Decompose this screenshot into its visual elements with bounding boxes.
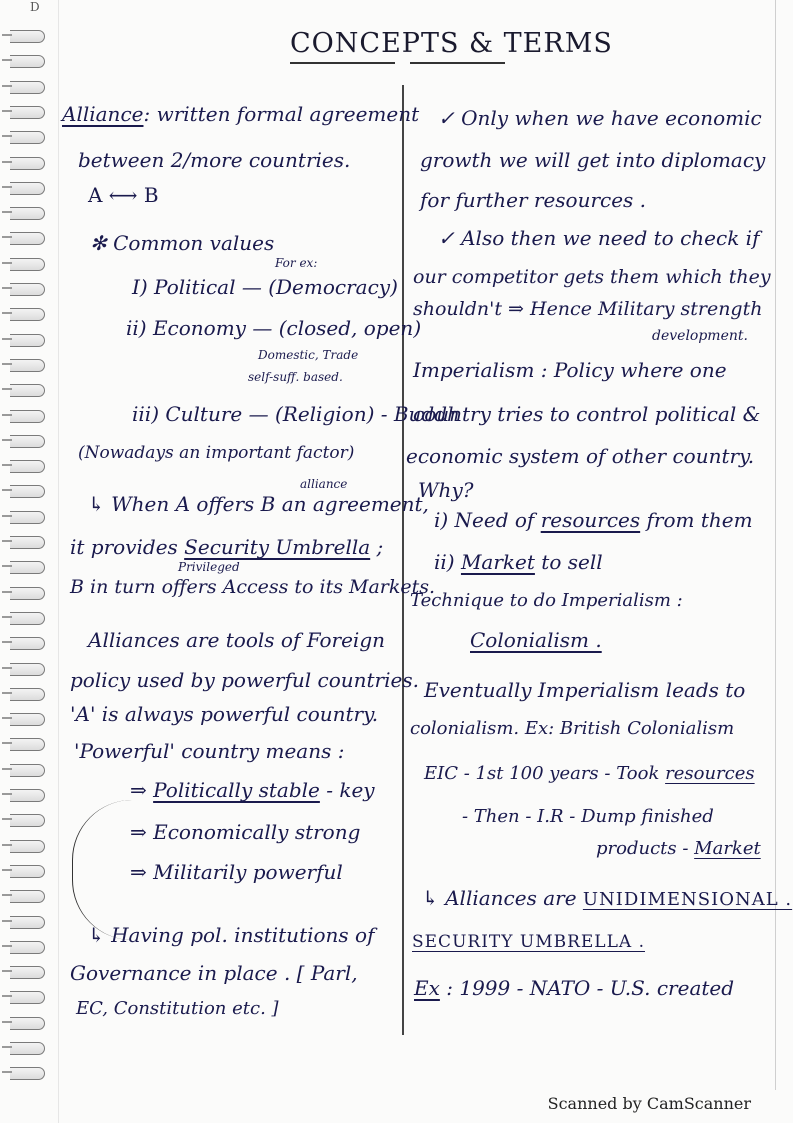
a-b-relation: A ⟷ B <box>88 183 159 207</box>
spiral-coil <box>10 561 45 574</box>
resources-term: resources <box>540 508 641 532</box>
para1-line-1: ✓ Only when we have economic <box>438 106 762 130</box>
title-underline <box>290 62 395 64</box>
spiral-coil <box>10 688 45 701</box>
tools-line-3: 'A' is always powerful country. <box>70 702 379 726</box>
spiral-coil <box>10 1017 45 1030</box>
spiral-coil <box>10 814 45 827</box>
tools-line-2: policy used by powerful countries. <box>70 668 419 692</box>
spiral-coil <box>10 384 45 397</box>
spiral-coil <box>10 738 45 751</box>
politically-stable-line <box>130 780 375 800</box>
para1-line-2: growth we will get into diplomacy <box>420 148 766 172</box>
bracket-curve <box>72 800 133 940</box>
products-line <box>596 840 761 858</box>
eic-resources: resources <box>665 763 755 784</box>
spiral-coil <box>10 410 45 423</box>
need-end: from them <box>640 508 753 532</box>
provides-line <box>70 537 383 557</box>
para2-line-3: shouldn't ⇒ Hence Military strength <box>413 298 763 320</box>
then-line: - Then - I.R - Dump finished <box>462 806 714 827</box>
spiral-coil <box>10 612 45 625</box>
spiral-coil <box>10 232 45 245</box>
b-in-turn: B in turn offers Access to its Markets. <box>70 576 436 598</box>
colonialism-term: Colonialism . <box>470 628 602 652</box>
having-line-1: ↳ Having pol. institutions of <box>88 923 375 947</box>
page-title: CONCEPTS & TERMS <box>290 28 613 59</box>
spiral-coil <box>10 511 45 524</box>
tools-line-1: Alliances are tools of Foreign <box>88 628 386 652</box>
market-term: Market <box>460 550 535 574</box>
spiral-coil <box>10 359 45 372</box>
powerful-means: 'Powerful' country means : <box>74 739 345 763</box>
spiral-coil <box>10 587 45 600</box>
imperialism-line-2: country tries to control political & <box>413 402 761 426</box>
politically-stable: Politically stable <box>153 778 320 802</box>
spiral-coil <box>10 916 45 929</box>
development-note: development. <box>652 328 748 344</box>
unidimensional-term: UNIDIMENSIONAL . <box>582 889 793 910</box>
alliance-line <box>62 104 419 124</box>
need-resources-line <box>434 510 753 530</box>
corner-mark: D <box>30 0 40 14</box>
title-underline <box>410 62 505 64</box>
spiral-coil <box>10 941 45 954</box>
eic-line <box>424 765 755 783</box>
para2-line-2: our competitor gets them which they <box>413 266 771 288</box>
culture-item: iii) Culture — (Religion) - Buddh <box>132 402 460 426</box>
spiral-coil <box>10 81 45 94</box>
security-umbrella-caps: SECURITY UMBRELLA . <box>412 932 645 952</box>
para1-line-3: for further resources . <box>420 188 647 212</box>
need-text: i) Need of <box>434 508 541 532</box>
arrow-icon: ⇒ <box>130 778 154 802</box>
unidimensional-text: ↳ Alliances are <box>422 886 583 910</box>
spiral-coil <box>10 258 45 271</box>
domestic-note: Domestic, Trade <box>258 348 359 362</box>
spiral-coil <box>10 131 45 144</box>
products-market: Market <box>694 838 761 859</box>
spiral-coil <box>10 182 45 195</box>
spiral-coil <box>10 460 45 473</box>
when-a-offers: ↳ When A offers B an agreement, <box>88 492 429 516</box>
alliance-definition-2: between 2/more countries. <box>78 148 351 172</box>
ex-label: Ex <box>414 976 440 1000</box>
spiral-coil <box>10 865 45 878</box>
market-end: to sell <box>534 550 603 574</box>
militarily-powerful: ⇒ Militarily powerful <box>130 860 343 884</box>
alliance-heading: Alliance <box>62 102 144 126</box>
spiral-coil <box>10 713 45 726</box>
spiral-coil <box>10 840 45 853</box>
provides-end: ; <box>370 535 384 559</box>
spiral-coil <box>10 536 45 549</box>
market-line <box>434 552 603 572</box>
margin-line <box>58 0 59 1123</box>
products-text: products - <box>596 838 695 859</box>
economy-item: ii) Economy — (closed, open) <box>126 316 422 340</box>
alliance-definition: : written formal agreement <box>143 102 420 126</box>
spiral-coil <box>10 207 45 220</box>
market-num: ii) <box>434 550 461 574</box>
common-values: ✻ Common values <box>90 231 275 255</box>
spiral-coil <box>10 663 45 676</box>
key-note: - key <box>319 778 375 802</box>
eventually-line-1: Eventually Imperialism leads to <box>424 678 746 702</box>
having-line-3: EC, Constitution etc. ] <box>76 998 279 1019</box>
spiral-coil <box>10 30 45 43</box>
spiral-coil <box>10 637 45 650</box>
spiral-binding <box>0 0 50 1100</box>
imperialism-line-1: Imperialism : Policy where one <box>413 358 727 382</box>
page-edge <box>775 0 776 1090</box>
spiral-coil <box>10 435 45 448</box>
spiral-coil <box>10 485 45 498</box>
political-item: I) Political — (Democracy) <box>132 275 398 299</box>
spiral-coil <box>10 106 45 119</box>
spiral-coil <box>10 283 45 296</box>
nowadays-note: (Nowadays an important factor) <box>78 443 355 463</box>
spiral-coil <box>10 55 45 68</box>
spiral-coil <box>10 308 45 321</box>
unidimensional-line <box>422 888 792 909</box>
forex-note: For ex: <box>275 256 318 270</box>
scanner-watermark: Scanned by CamScanner <box>547 1094 751 1113</box>
spiral-coil <box>10 334 45 347</box>
spiral-coil <box>10 1067 45 1080</box>
spiral-coil <box>10 764 45 777</box>
economically-strong: ⇒ Economically strong <box>130 820 361 844</box>
spiral-coil <box>10 991 45 1004</box>
privileged-note: Privileged <box>178 560 240 574</box>
why-question: Why? <box>418 478 474 502</box>
technique-line: Technique to do Imperialism : <box>410 590 683 611</box>
spiral-coil <box>10 157 45 170</box>
ex-text: : 1999 - NATO - U.S. created <box>439 976 735 1000</box>
having-line-2: Governance in place . [ Parl, <box>70 961 358 985</box>
spiral-coil <box>10 789 45 802</box>
column-divider <box>402 85 404 1035</box>
selfsuff-note: self-suff. based. <box>248 370 343 384</box>
spiral-coil <box>10 966 45 979</box>
imperialism-line-3: economic system of other country. <box>406 444 755 468</box>
security-umbrella-term: Security Umbrella <box>184 535 371 559</box>
provides-text: it provides <box>70 535 185 559</box>
ex-line <box>414 978 734 998</box>
para2-line-1: ✓ Also then we need to check if <box>438 226 760 250</box>
spiral-coil <box>10 1042 45 1055</box>
alliance-note: alliance <box>300 477 348 491</box>
eic-text: EIC - 1st 100 years - Took <box>424 763 666 784</box>
eventually-line-2: colonialism. Ex: British Colonialism <box>410 718 735 739</box>
spiral-coil <box>10 890 45 903</box>
